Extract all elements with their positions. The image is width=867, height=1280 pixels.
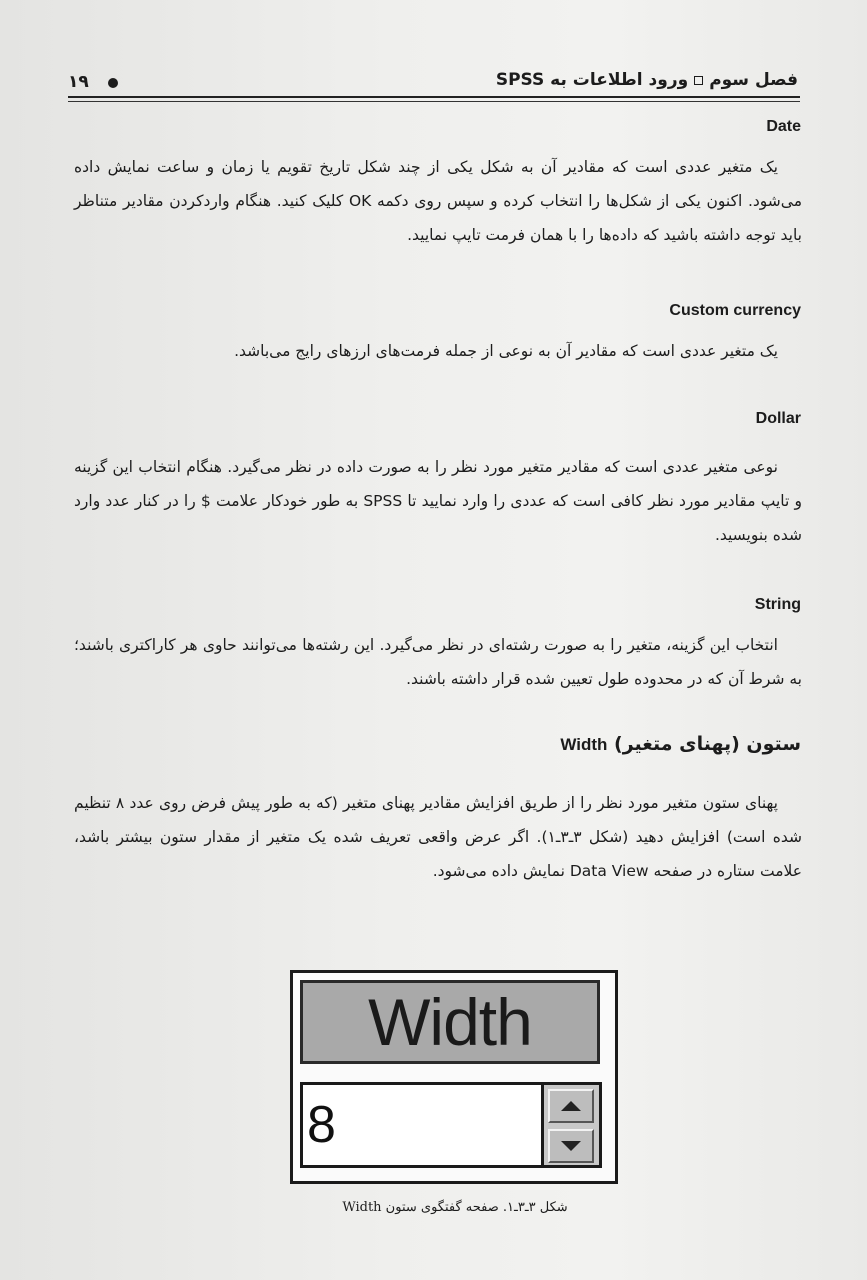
chapter-label: فصل سوم xyxy=(709,70,798,90)
term-date: Date xyxy=(766,118,801,135)
paragraph-date-text: یک متغیر عددی است که مقادیر آن به شکل یکی از چند شکل تاریخ تقویم یا زمان و ساعت نمایش داده می‌شود. اکنون یکی از شکل‌ها را انتخاب کرده و سپس روی دکمه OK کلیک کنید. هنگام واردکردن مقادیر متناظر باید توجه داشته باشید که داده‌ها را با همان فرمت تایپ نمایید. xyxy=(74,158,802,244)
running-header xyxy=(68,70,798,96)
spin-up-icon xyxy=(561,1101,581,1111)
page-number: ۱۹ xyxy=(68,72,89,92)
paragraph-dollar-text: نوعی متغیر عددی است که مقادیر متغیر مورد نظر را به صورت داده در نظر می‌گیرد. هنگام انتخاب این گزینه و تایپ مقادیر مورد نظر کافی است که عددی را وارد نمایید تا SPSS به طور خودکار علامت $ را در کنار عدد وارد شده بنویسید. xyxy=(74,458,802,544)
section-label: ورود اطلاعات به SPSS xyxy=(495,70,689,90)
header-rule-thin xyxy=(68,101,800,102)
header-rule-thick xyxy=(68,96,800,98)
term-dollar: Dollar xyxy=(755,410,801,427)
chapter-title xyxy=(496,70,798,90)
width-value-field[interactable]: 8 xyxy=(300,1082,544,1168)
bullet-icon xyxy=(108,78,118,88)
term-string: String xyxy=(754,596,801,613)
heading-width-fa: ستون (پهنای متغیر) xyxy=(614,733,801,755)
spin-down-button[interactable] xyxy=(548,1129,594,1163)
paragraph-dollar xyxy=(74,450,802,552)
paragraph-date xyxy=(74,150,802,252)
width-dialog-figure xyxy=(290,970,618,1184)
spin-down-icon xyxy=(561,1141,581,1151)
heading-width-en: Width xyxy=(560,735,608,754)
paragraph-custom-currency-text: یک متغیر عددی است که مقادیر آن به نوعی از جمله فرمت‌های ارزهای رایج می‌باشد. xyxy=(234,342,778,360)
figure-caption: شکل ۳ـ۳ـ۱. صفحه گفتگوی ستون Width xyxy=(342,1200,568,1215)
term-custom-currency: Custom currency xyxy=(669,302,801,319)
paragraph-width xyxy=(74,786,802,888)
square-separator-icon xyxy=(694,76,703,85)
spin-up-button[interactable] xyxy=(548,1089,594,1123)
paragraph-string xyxy=(74,628,802,696)
dialog-title: Width xyxy=(300,980,600,1064)
paragraph-string-text: انتخاب این گزینه، متغیر را به صورت رشته‌ای در نظر می‌گیرد. این رشته‌ها می‌توانند حاوی هر کاراکتری باشند؛ به شرط آن که در محدوده طول تعیین شده قرار داشته باشند. xyxy=(74,636,802,688)
section-heading-width xyxy=(560,733,801,755)
paragraph-width-text: پهنای ستون متغیر مورد نظر را از طریق افزایش مقادیر پهنای متغیر (که به طور پیش فرض روی عدد ۸ تنظیم شده است) افزایش دهید (شکل ۳ـ۳ـ۱). اگر عرض واقعی تعریف شده یک متغیر از مقدار ستون بیشتر باشد، علامت ستاره در صفحه Data View نمایش داده می‌شود. xyxy=(74,794,803,880)
paragraph-custom-currency xyxy=(74,334,802,368)
width-spinner xyxy=(544,1082,602,1168)
